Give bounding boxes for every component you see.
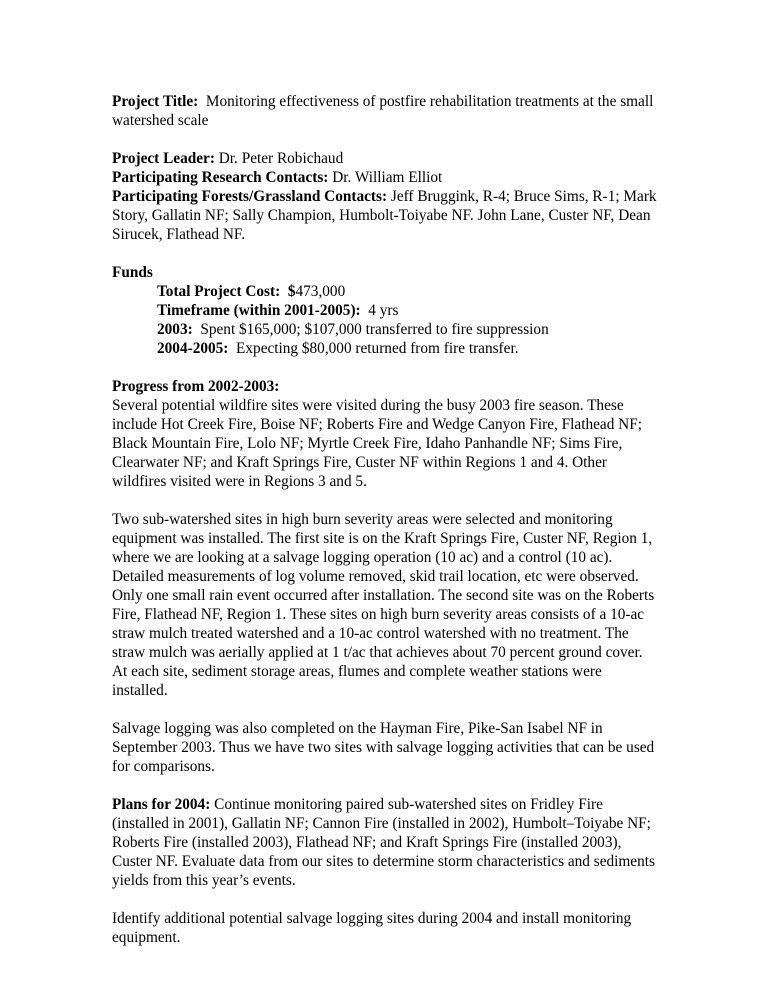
progress-paragraph-1: Several potential wildfire sites were visited during the busy 2003 fire season. These include Hot Creek Fire, Boise NF; Roberts Fire and Wedge Canyon Fire, Flathead NF; Black Mountain Fire, Lolo NF; Myrtle Creek Fire, Idaho Panhandle NF; Sims Fire, Clearwater NF; and Kraft Springs Fire, Custer NF within Regions 1 and 4. Other wildfires visited were in Regions 3 and 5. [112,397,642,490]
plans-label: Plans for 2004: [112,796,211,813]
project-title-text: Monitoring effectiveness of postfire rehabilitation treatments at the small watershed scale [112,93,654,129]
forest-contacts-text: Jeff Bruggink, R-4; Bruce Sims, R-1; Mark Story, Gallatin NF; Sally Champion, Humbolt-Toiyabe NF. John Lane, Custer NF, Dean Sirucek, Flathead NF. [112,188,657,243]
funds-2004-2005-label: 2004-2005: [157,340,229,357]
plans-paragraph [112,795,660,890]
timeframe-label: Timeframe (within 2001-2005): [157,302,361,319]
progress-paragraph-2: Two sub-watershed sites in high burn severity areas were selected and monitoring equipment was installed. The first site is on the Kraft Springs Fire, Custer NF, Region 1, where we are looking at a salvage logging operation (10 ac) and a control (10 ac). Detailed measurements of log volume removed, skid trail location, etc were observed. Only one small rain event occurred after installation. The second site was on the Roberts Fire, Flathead NF, Region 1. These sites on high burn severity areas consists of a 10-ac straw mulch treated watershed and a 10-ac control watershed with no treatment. The straw mulch was aerially applied at 1 t/ac that achieves about 70 percent ground cover. At each site, sediment storage areas, flumes and complete weather stations were installed. [112,511,655,699]
research-contacts-text: Dr. William Elliot [332,169,443,186]
funds-2003-label: 2003: [157,321,193,338]
progress-heading: Progress from 2002-2003: [112,378,280,395]
timeframe-line [112,301,660,320]
forest-contacts-label: Participating Forests/Grassland Contacts: [112,188,388,205]
forest-contacts-paragraph [112,187,660,244]
funds-heading: Funds [112,264,153,281]
research-contacts-line [112,168,660,187]
timeframe-value: 4 yrs [368,302,399,319]
project-leader-label: Project Leader: [112,150,215,167]
document-body [112,92,660,947]
project-leader-text: Dr. Peter Robichaud [218,150,344,167]
total-cost-value: 473,000 [295,283,346,300]
project-title-label: Project Title: [112,93,199,110]
funds-2003-value: Spent $165,000; $107,000 transferred to fire suppression [200,321,549,338]
funds-2003-line [112,320,660,339]
plans-text: Continue monitoring paired sub-watershed sites on Fridley Fire (installed in 2001), Gallatin NF; Cannon Fire (installed in 2002), Humbolt–Toiyabe NF; Roberts Fire (installed 2003), Flathead NF; and Kraft Springs Fire (installed 2003), Custer NF. Evaluate data from our sites to determine storm characteristics and sediments yields from this year’s events. [112,796,655,889]
project-title-paragraph [112,92,660,130]
funds-2004-2005-line [112,339,660,358]
total-cost-label: Total Project Cost: $ [157,283,296,300]
progress-paragraph-3: Salvage logging was also completed on the Hayman Fire, Pike-San Isabel NF in September 2003. Thus we have two sites with salvage logging activities that can be used for comparisons. [112,720,655,775]
total-cost-line [112,282,660,301]
research-contacts-label: Participating Research Contacts: [112,169,329,186]
plans-paragraph-2: Identify additional potential salvage logging sites during 2004 and install monitoring equipment. [112,910,632,946]
funds-2004-2005-value: Expecting $80,000 returned from fire transfer. [236,340,519,357]
project-leader-line [112,149,660,168]
